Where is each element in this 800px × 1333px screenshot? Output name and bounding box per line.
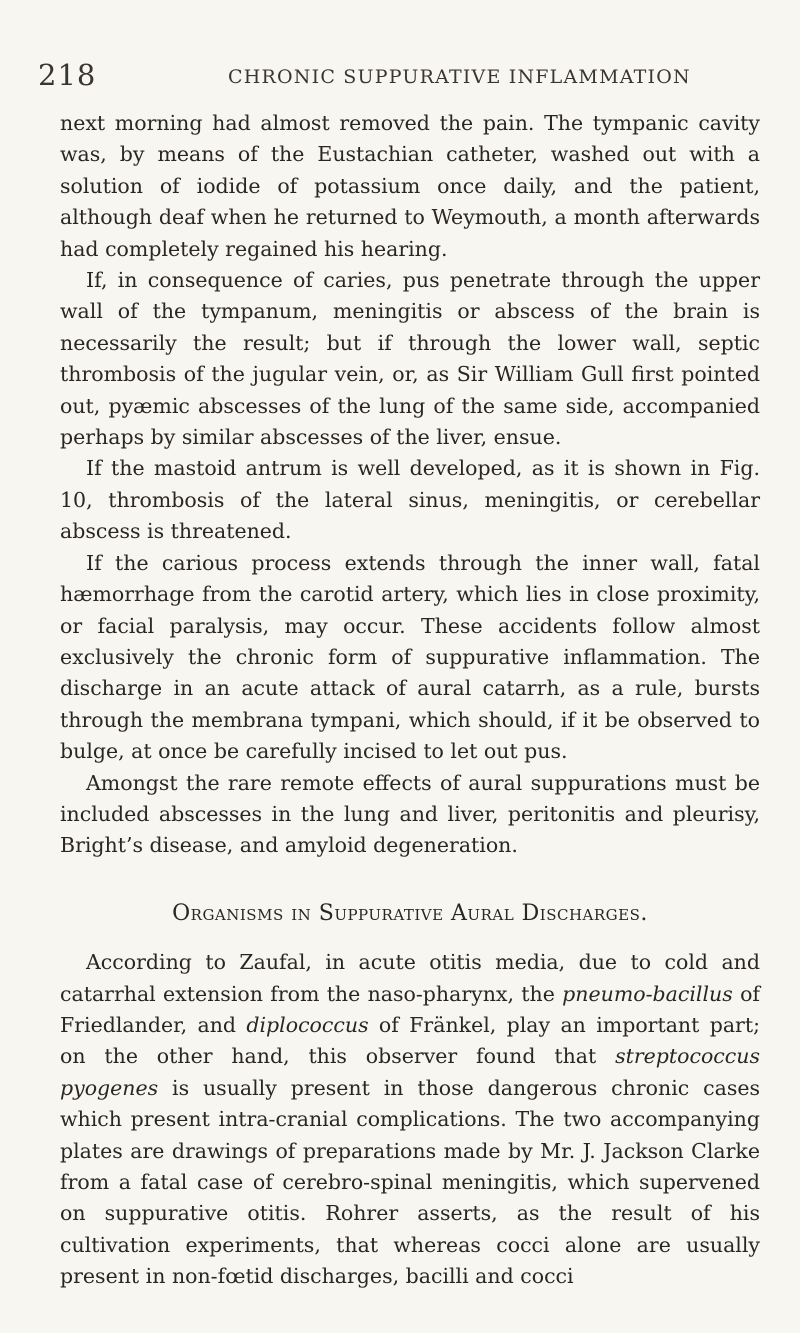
text-run: is usually present in those dangerous chronic cases which present intra-cranial complications. The two accompanying plates are drawings of preparations made by Mr. J. Jackson Clarke from a fatal case of cerebro-spinal meningitis, which supervened on suppurative otitis. Rohrer asserts, as the result of his cultivation experiments, that whereas cocci alone are usually present in non-fœtid discharges, bacilli and cocci [60, 1075, 760, 1289]
text-run: According to Zaufal, in acute otitis media, due to cold and catarrhal extension from the naso-pharynx, the [60, 950, 760, 1006]
text-run: of Friedlander, and [60, 981, 760, 1037]
italic-term: pneumo-bacillus [562, 981, 733, 1006]
italic-term: diplococcus [246, 1012, 369, 1037]
running-head: CHRONIC SUPPURATIVE INFLAMMATION [228, 66, 691, 88]
paragraph: If the carious process extends through the inner wall, fatal hæmorrhage from the carotid artery, which lies in close proximity, or facial paralysis, may occur. These accidents follow almost exclusively the chronic form of suppurative inflammation. The discharge in an acute attack of aural catarrh, as a rule, bursts through the membrana tympani, which should, if it be observed to bulge, at once be carefully incised to let out pus. [60, 550, 760, 764]
paragraph: Amongst the rare remote effects of aural suppurations must be included abscesses in the lung and liver, peritonitis and pleurisy, Bright’s disease, and amyloid degeneration. [60, 770, 760, 858]
body-text [60, 108, 760, 1293]
paragraph [60, 947, 760, 1292]
page-number: 218 [38, 58, 97, 92]
paragraph: If, in consequence of caries, pus penetrate through the upper wall of the tympanum, meningitis or abscess of the brain is necessarily the result; but if through the lower wall, septic thrombosis of the jugular vein, or, as Sir William Gull first pointed out, pyæmic abscesses of the lung of the same side, accompanied perhaps by similar abscesses of the liver, ensue. [60, 268, 760, 450]
paragraph: If the mastoid antrum is well developed, as it is shown in Fig. 10, thrombosis of the lateral sinus, meningitis, or cerebellar abscess is threatened. [60, 456, 760, 544]
paragraph: next morning had almost removed the pain. The tympanic cavity was, by means of the Eustachian catheter, washed out with a solution of iodide of potassium once daily, and the patient, although deaf when he returned to Weymouth, a month afterwards had completely regained his hearing. [60, 111, 760, 261]
page-header [38, 58, 758, 92]
italic-term: streptococcus pyogenes [60, 1044, 760, 1100]
section-heading: Organisms in Suppurative Aural Discharges. [172, 900, 648, 926]
text-run: of Fränkel, play an important part; on the other hand, this observer found that [60, 1012, 760, 1069]
